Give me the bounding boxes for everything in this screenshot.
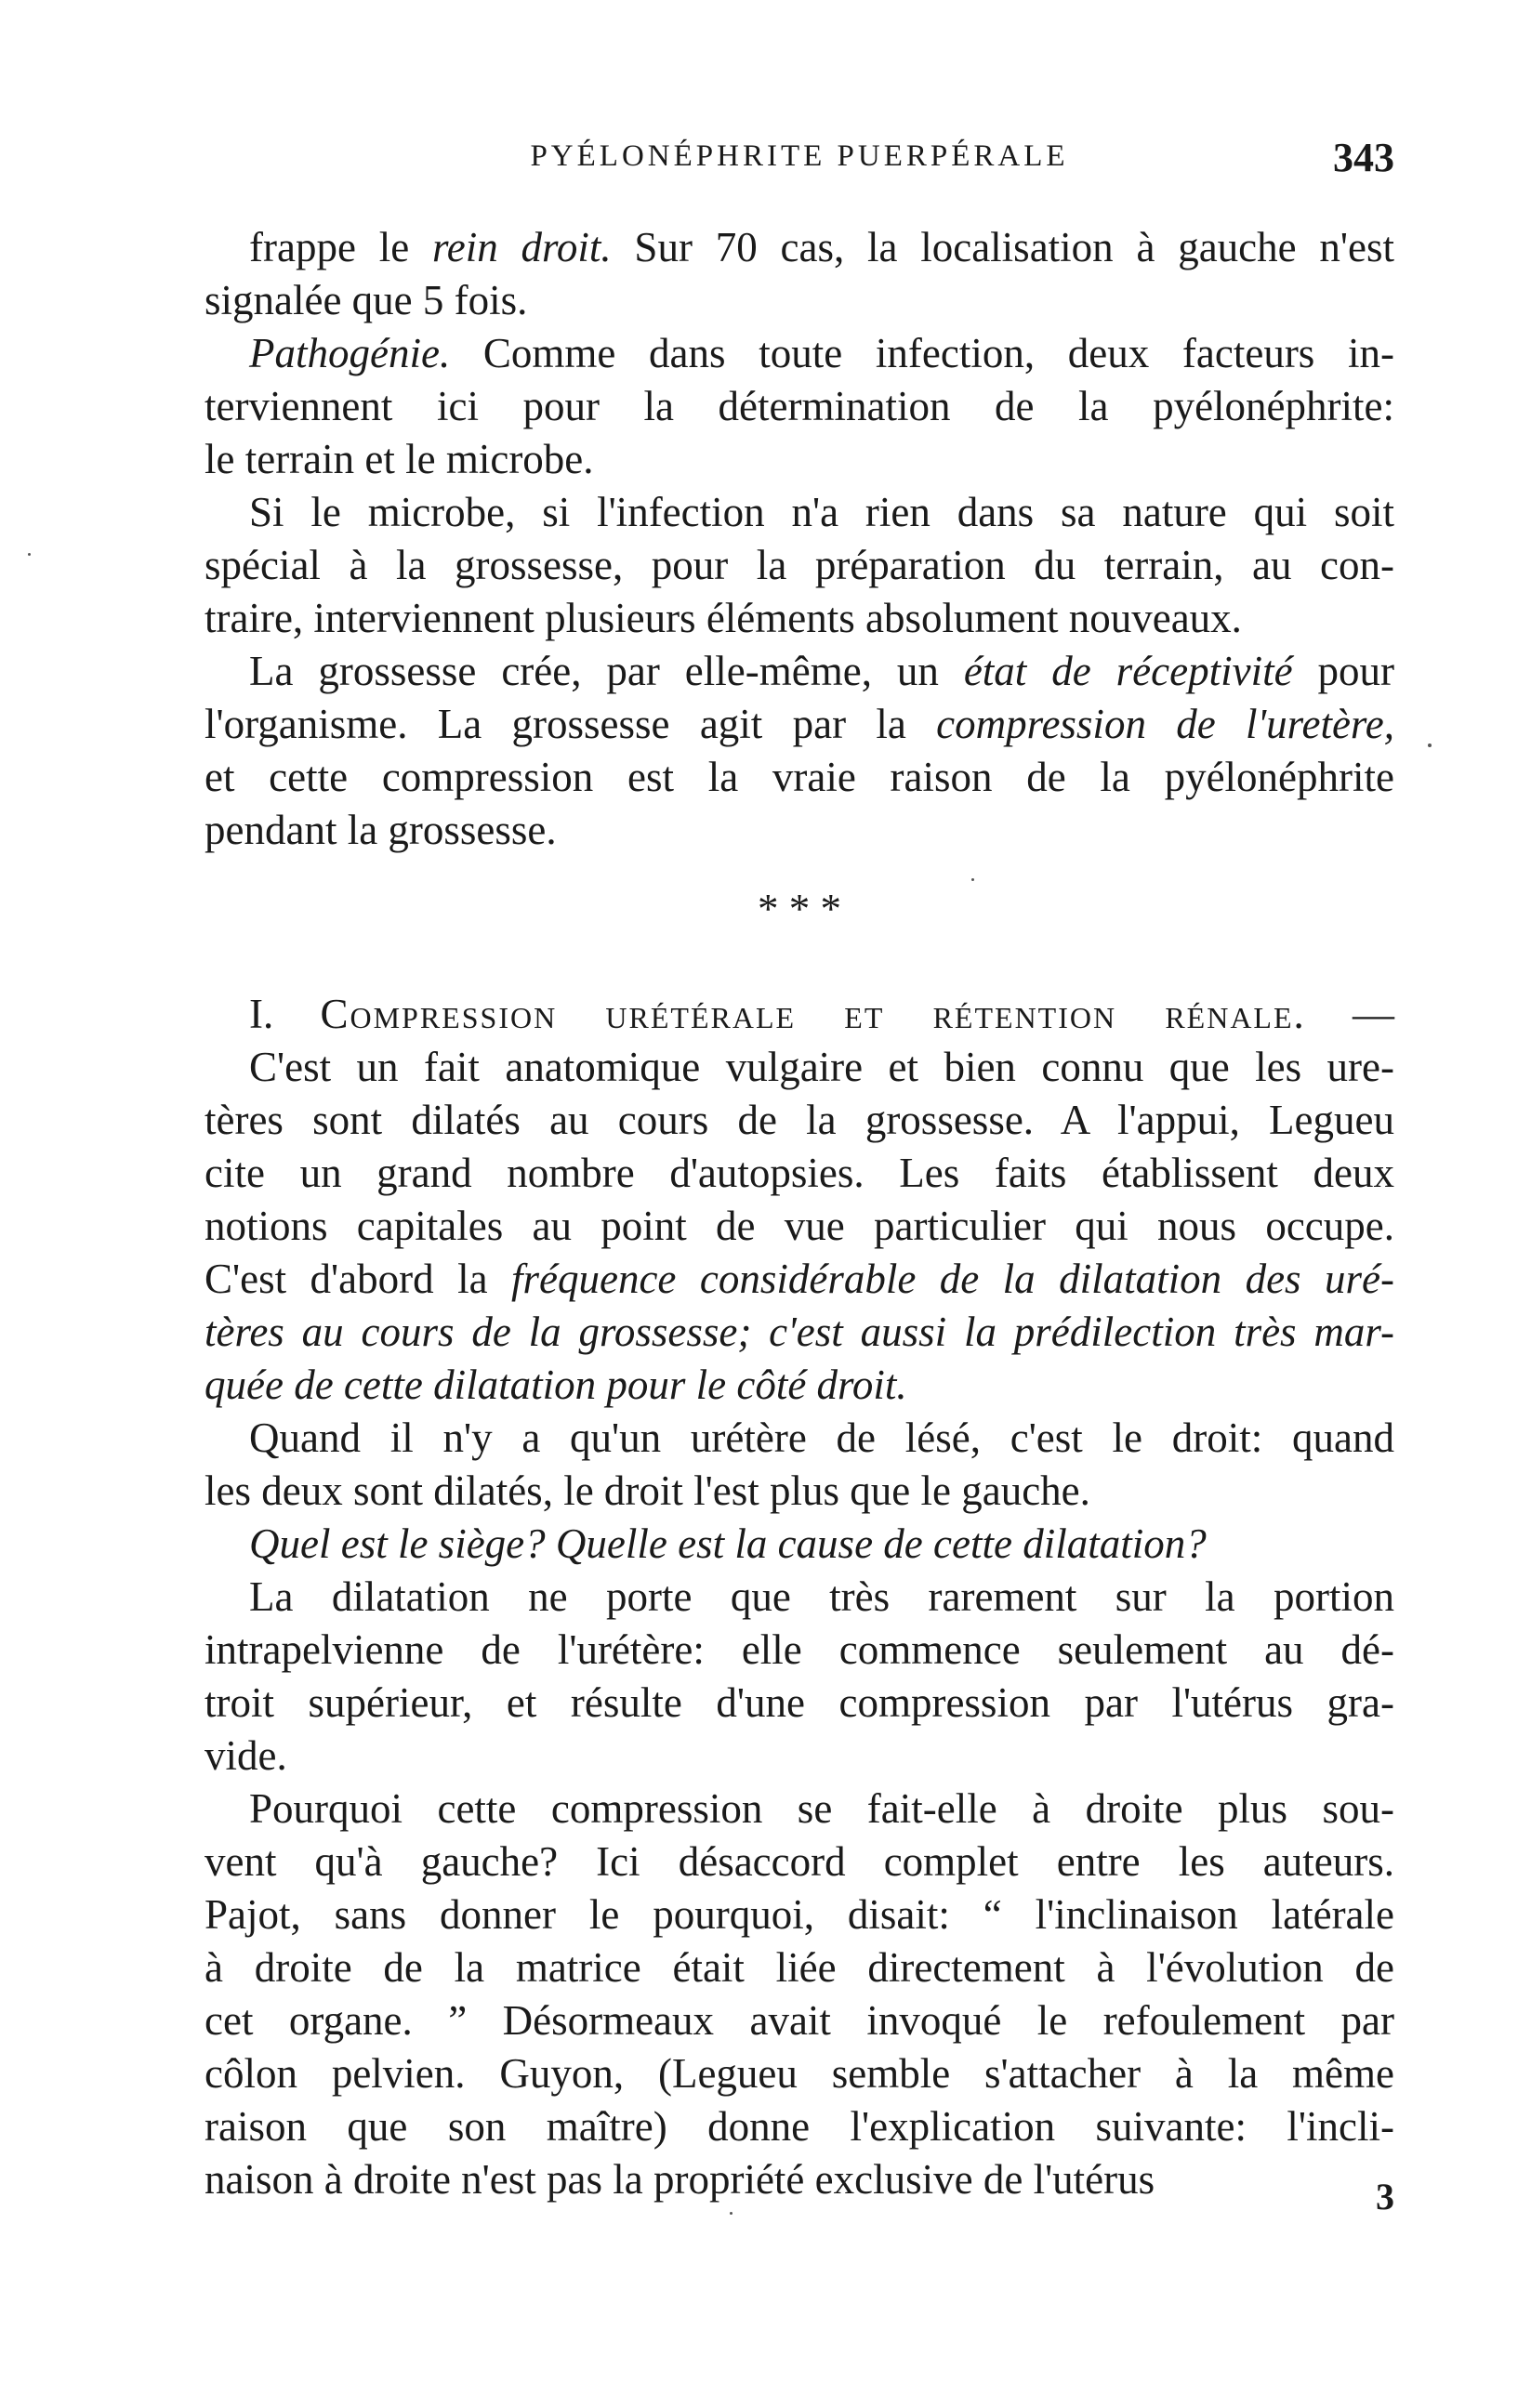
text-line [205,539,1394,592]
italic-run: Quel est le siège? Quelle est la cause de cette dilatation? [249,1520,1207,1567]
text-run: Pourquoi cette compression se fait-elle à droite plus sou- [249,1785,1394,1832]
text-run: vide. [205,1732,287,1779]
text-line [205,1836,1394,1888]
text-run: cet organe. ” Désormeaux avait invoqué le refoulement par [205,1997,1394,2044]
text-line [205,2047,1394,2100]
paragraphs-before-separator [205,221,1394,857]
text-run: et cette compression est la vraie raison de la pyélonéphrite [205,754,1394,800]
text-line [205,1518,1394,1571]
text-line [205,1253,1394,1306]
text-run: Pajot, sans donner le pourquoi, disait: “ l'inclinaison latérale [205,1891,1394,1938]
italic-run: Pathogénie. [249,330,451,376]
text-line [205,1571,1394,1624]
paper-speck [28,553,31,556]
italic-run: fréquence considérable de la dilatation des uré- [511,1256,1394,1302]
text-run: La grossesse crée, par elle-même, un [249,648,964,694]
text-run: Comme dans toute infection, deux facteurs in- [450,330,1394,376]
text-line [205,1941,1394,1994]
text-run: troit supérieur, et résulte d'une compression par l'utérus gra- [205,1679,1394,1726]
italic-run: rein droit. [431,224,612,270]
text-run: Quand il n'y a qu'un urétère de lésé, c'est le droit: quand [249,1415,1394,1461]
text-line [205,1306,1394,1359]
text-run: pendant la grossesse. [205,807,557,853]
text-run: La dilatation ne porte que très rarement sur la portion [249,1573,1394,1620]
text-run: cite un grand nombre d'autopsies. Les faits établissent deux [205,1150,1394,1196]
text-run: C'est d'abord la [205,1256,511,1302]
section-heading-title: Compression urétérale et rétention rénale. [320,991,1306,1037]
section-separator: * * * [758,886,841,932]
paper-speck [971,878,974,881]
section-heading [205,988,1394,1041]
text-line [205,592,1394,645]
text-line [205,1888,1394,1941]
text-run: Sur 70 cas, la localisation à gauche n'est [611,224,1394,270]
text-run: frappe le [249,224,432,270]
text-line [205,274,1394,327]
text-line [205,1359,1394,1412]
italic-run: quée de cette dilatation pour le côté droit. [205,1362,907,1408]
text-line [205,327,1394,380]
text-line [205,1730,1394,1783]
text-run: naison à droite n'est pas la propriété exclusive de l'utérus [205,2156,1155,2203]
running-title: PYÉLONÉPHRITE PUERPÉRALE [530,139,1069,173]
section-heading-dash: — [1305,991,1394,1037]
paragraphs-after-heading [205,1041,1394,2206]
signature-mark: 3 [1376,2176,1394,2217]
text-line [205,1677,1394,1730]
text-line [205,1147,1394,1200]
text-run: traire, interviennent plusieurs éléments absolument nouveaux. [205,595,1242,641]
text-run: vent qu'à gauche? Ici désaccord complet entre les auteurs. [205,1838,1394,1885]
text-line [205,1465,1394,1518]
text-run: l'organisme. La grossesse agit par la [205,701,937,747]
text-line [205,698,1394,751]
text-line [205,1994,1394,2047]
text-run: Si le microbe, si l'infection n'a rien dans sa nature qui soit [249,489,1394,535]
section-heading-prefix: I. [249,991,321,1037]
text-run: pour [1292,648,1394,694]
text-run: terviennent ici pour la détermination de la pyélonéphrite: [205,383,1394,429]
text-run: raison que son maître) donne l'explication suivante: l'incli- [205,2103,1394,2150]
paper-speck [730,2212,733,2215]
text-run: les deux sont dilatés, le droit l'est plus que le gauche. [205,1467,1090,1514]
text-line [205,486,1394,539]
text-line [205,380,1394,433]
text-line [205,645,1394,698]
text-run: intrapelvienne de l'urétère: elle commence seulement au dé- [205,1626,1394,1673]
running-head [205,135,1394,195]
body-text [205,221,1394,2206]
text-line [205,1041,1394,1094]
text-line [205,804,1394,857]
page-number: 343 [1333,135,1394,180]
text-line [205,2100,1394,2153]
text-run: signalée que 5 fois. [205,277,528,323]
text-run: tères sont dilatés au cours de la grossesse. A l'appui, Legueu [205,1097,1394,1143]
text-run: C'est un fait anatomique vulgaire et bien connu que les ure- [249,1044,1394,1090]
text-line [205,1200,1394,1253]
paper-speck [1428,743,1432,747]
text-run: notions capitales au point de vue particulier qui nous occupe. [205,1203,1394,1249]
text-line [205,751,1394,804]
text-run: côlon pelvien. Guyon, (Legueu semble s'attacher à la même [205,2050,1394,2097]
italic-run: tères au cours de la grossesse; c'est aussi la prédilection très mar- [205,1309,1394,1355]
text-run: spécial à la grossesse, pour la préparation du terrain, au con- [205,542,1394,588]
text-line [205,221,1394,274]
text-line [205,1412,1394,1465]
italic-run: compression de l'uretère, [936,701,1394,747]
text-run: le terrain et le microbe. [205,436,594,482]
text-line [205,1094,1394,1147]
text-line [205,2153,1394,2206]
italic-run: état de réceptivité [963,648,1293,694]
text-line [205,433,1394,486]
text-line [205,1783,1394,1836]
text-line [205,1624,1394,1677]
text-run: à droite de la matrice était liée directement à l'évolution de [205,1944,1394,1991]
